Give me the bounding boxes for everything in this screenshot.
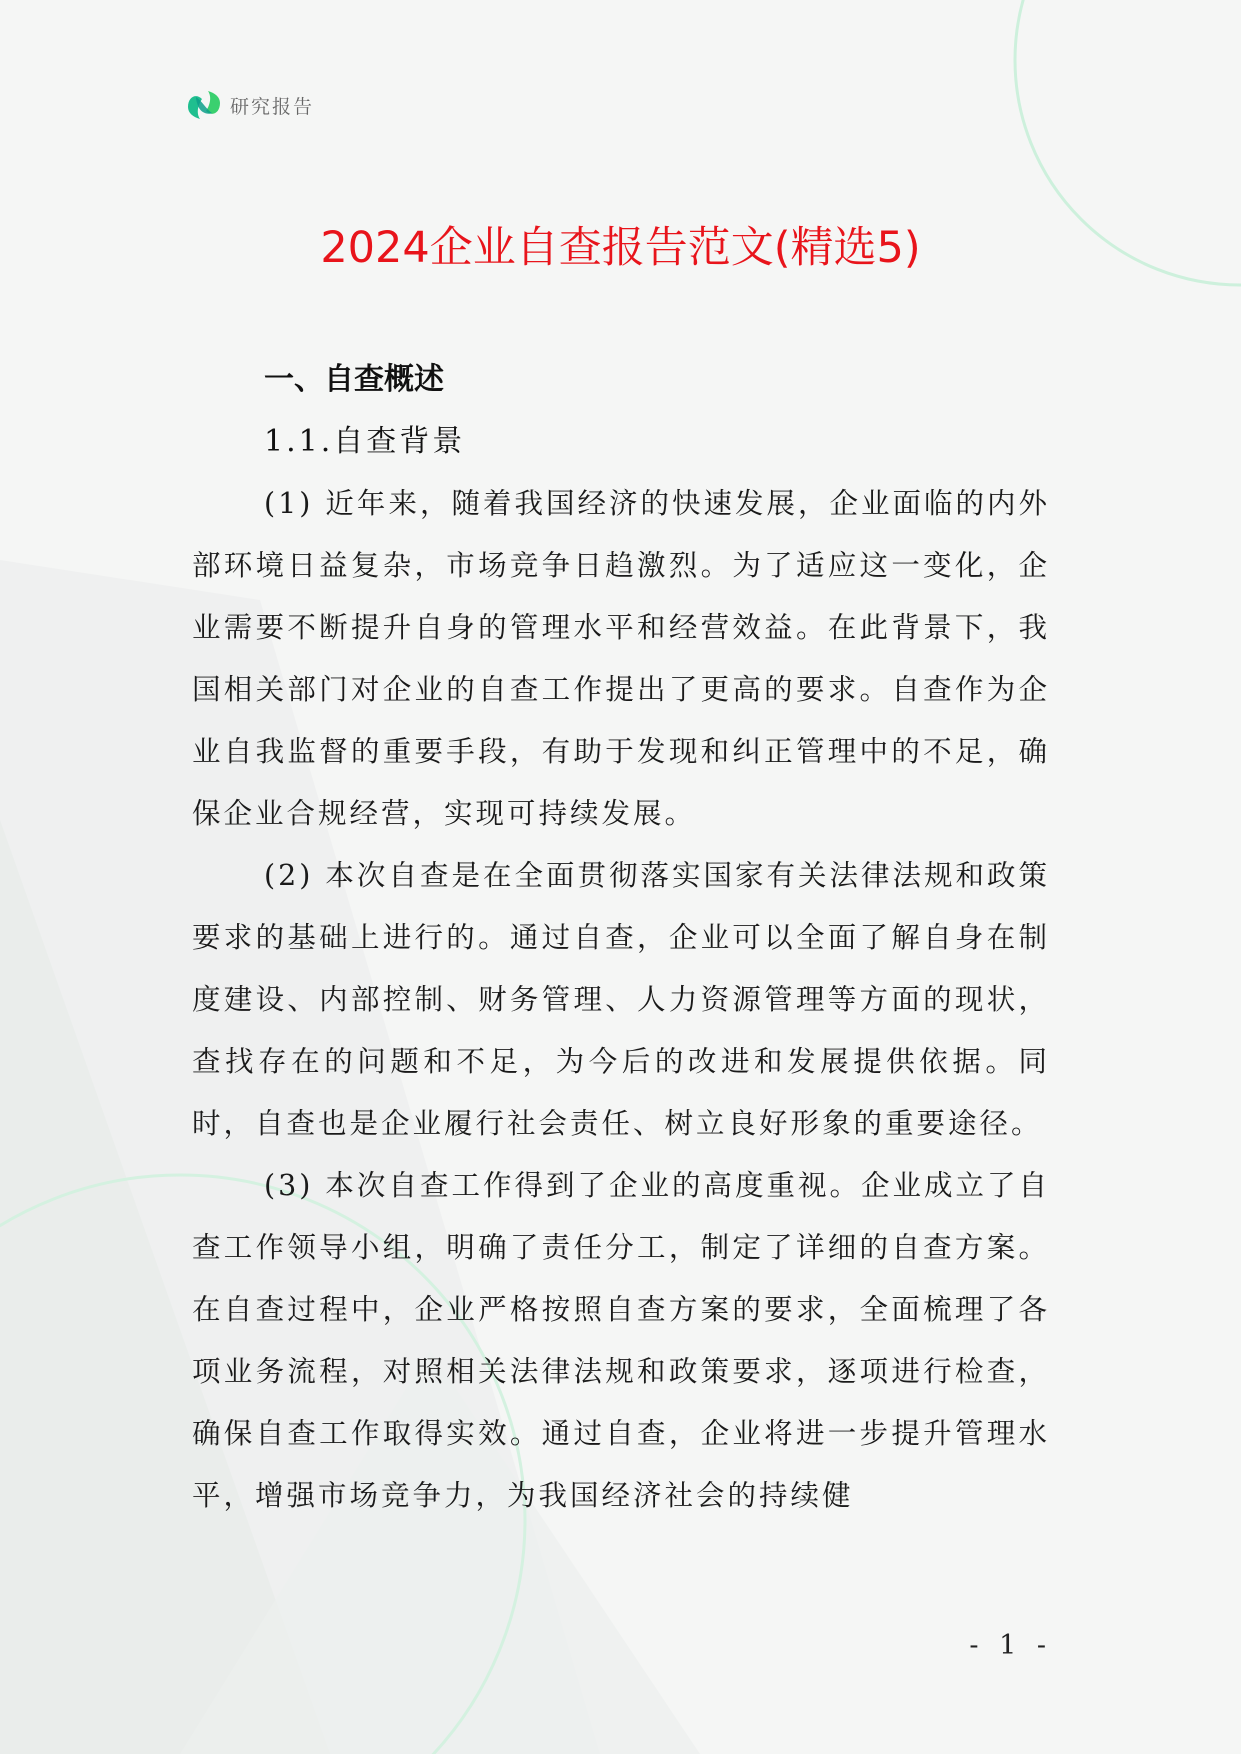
paragraph-3: (3) 本次自查工作得到了企业的高度重视。企业成立了自查工作领导小组，明确了责任分工，制定了详细的自查方案。在自查过程中，企业严格按照自查方案的要求，全面梳理了各项业务流程，对照相关法律法规和政策要求，逐项进行检查，确保自查工作取得实效。通过自查，企业将进一步提升管理水平，增强市场竞争力，为我国经济社会的持续健 [192,1169,1050,1512]
paragraph-2: (2) 本次自查是在全面贯彻落实国家有关法律法规和政策要求的基础上进行的。通过自查，企业可以全面了解自身在制度建设、内部控制、财务管理、人力资源管理等方面的现状，查找存在的问题和不足，为今后的改进和发展提供依据。同时，自查也是企业履行社会责任、树立良好形象的重要途径。 [192,859,1050,1140]
document-body [192,349,1050,1527]
paragraph-1: (1) 近年来，随着我国经济的快速发展，企业面临的内外部环境日益复杂，市场竞争日趋激烈。为了适应这一变化，企业需要不断提升自身的管理水平和经营效益。在此背景下，我国相关部门对企业的自查工作提出了更高的要求。自查作为企业自我监督的重要手段，有助于发现和纠正管理中的不足，确保企业合规经营，实现可持续发展。 [192,487,1050,830]
document-title: 2024企业自查报告范文(精选5) [320,223,921,273]
subsection-heading: 1.1.自查背景 [264,424,466,459]
page-number: - 1 - [969,1630,1052,1661]
section-heading: 一、自查概述 [264,362,444,397]
document-header [186,88,314,122]
header-label: 研究报告 [230,95,315,118]
leaf-logo-icon [186,89,222,121]
